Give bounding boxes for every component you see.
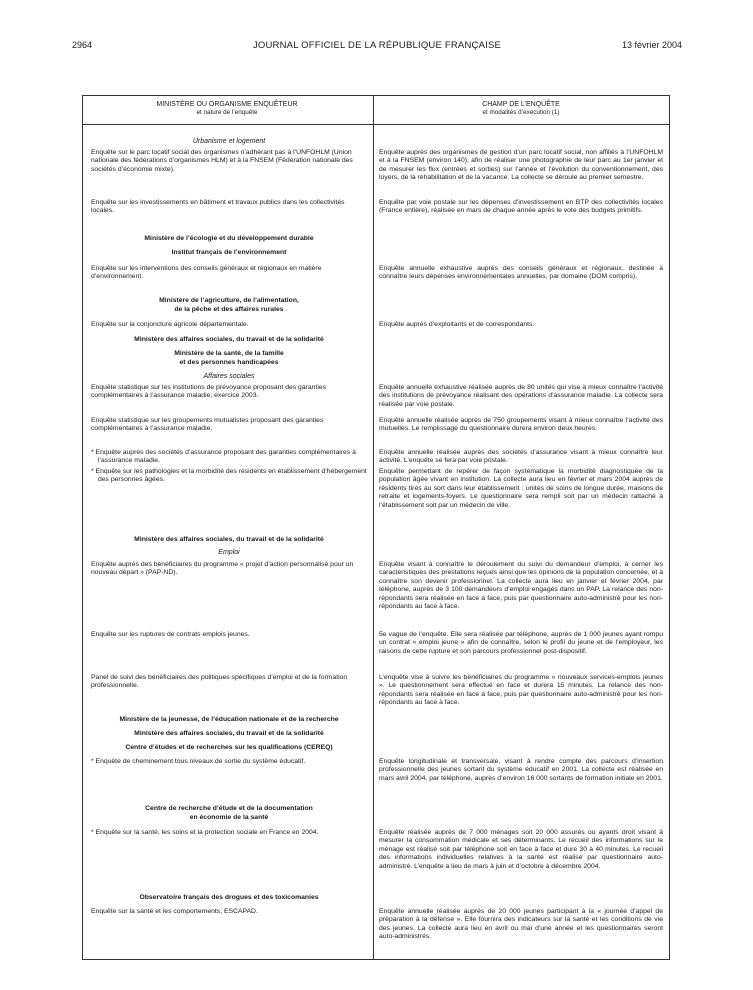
survey-nature: * Enquête de cheminement tous niveaux de sortie du système éducatif. bbox=[91, 758, 306, 765]
survey-scope: Enquête annuelle réalisée auprès de 20 000 jeunes participant à la « journée d’appel de préparation à la défense ». Elle fournira des indicateurs sur la santé et les conditions de vie des jeunes. La collecte aura lieu en avril ou mai d’une année et les questionnaires seront auto-administrés. bbox=[379, 908, 663, 941]
survey-nature: Enquête sur le parc locatif social des organismes n’adhérant pas à l’UNFOHLM (Union nationale des fédérations d’organismes HLM) et à la FNSEM (Fédération nationale des sociétés d’économie mixte). bbox=[91, 149, 353, 173]
organism-heading: en économie de la santé bbox=[189, 814, 269, 821]
survey-nature: Enquête statistique sur les groupements mutualistes proposant des garanties complémentaires à l’assurance maladie. bbox=[91, 417, 324, 433]
publication-date: 13 février 2004 bbox=[621, 40, 682, 50]
ministry-heading: Ministère de la jeunesse, de l’éducation nationale et de la recherche bbox=[119, 716, 339, 723]
organism-heading: Centre d’études et de recherches sur les qualifications (CEREQ) bbox=[125, 744, 333, 751]
survey-nature: Enquête sur les investissements en bâtiment et travaux publics dans les collectivités locales. bbox=[91, 199, 345, 215]
subsection-emploi: Emploi bbox=[218, 549, 240, 556]
survey-scope: Enquête par voie postale sur les dépenses d’investissement en BTP des collectivités locales (France entière), réalisée en mars de chaque année après le vote des budgets primitifs. bbox=[379, 199, 663, 215]
survey-nature: Enquête sur la conjoncture agricole départementale. bbox=[91, 321, 249, 328]
ministry-heading: et des personnes handicapées bbox=[179, 359, 279, 366]
survey-scope: Enquête permettant de repérer de façon systématique la morbidité diagnostiquée de la population âgée vivant en institution. La collecte aura lieu en février et mars 2004 auprès de résidents tirés au sort dans leur établissement : unités de soins de longue durée, maisons de retraite et logements-foyers. Le questionnaire sera rempli soit par un médecin rattaché à l’établissement soit par un médecin de ville. bbox=[379, 468, 663, 509]
organism-heading: Centre de recherche d’étude et de la documentation bbox=[145, 805, 313, 812]
survey-scope: Enquête visant à connaître le déroulement du suivi du demandeur d’emploi, à cerner les caractéristiques des prestations reçues ainsi que les opinions de la population concernée, et à connaître son devenir professionnel. La collecte aura lieu en janvier et février 2004, par téléphone, auprès de 3 100 demandeurs d’emploi engagés dans un PAP. La relance des non-répondants sera réalisée en face à face, puis par questionnaire auto-administré pour les non-répondants au face à face. bbox=[379, 561, 663, 611]
survey-nature: * Enquête auprès des sociétés d’assurance proposant des garanties complémentaires à l’assurance maladie. bbox=[91, 449, 356, 465]
survey-scope: Enquête longitudinale et transversale, visant à rendre compte des parcours d’insertion professionnelle des jeunes sortant du système éducatif en 2001. La collecte est réalisée en mars avril 2004, par téléphone, auprès d’environ 16 000 sortants de formation initiale en 2001. bbox=[379, 758, 663, 782]
table-header bbox=[83, 96, 669, 125]
organism-heading: Institut français de l’environnement bbox=[171, 249, 287, 256]
survey-scope: Enquête annuelle exhaustive réalisée auprès de 80 unités qui vise à mieux connaître l’activité des institutions de prévoyance réalisant des opérations d’assurance maladie. La collecte sera réalisée par voie postale. bbox=[379, 384, 663, 408]
ministry-heading: Ministère des affaires sociales, du travail et de la solidarité bbox=[134, 336, 324, 343]
ministry-heading: Ministère de l’agriculture, de l’alimentation, bbox=[159, 297, 299, 304]
survey-nature: Enquête statistique sur les institutions de prévoyance proposant des garanties complémentaires à l’assurance maladie, exercice 2003. bbox=[91, 384, 327, 400]
survey-nature: Enquête sur les ruptures de contrats emplois jeunes. bbox=[91, 631, 250, 638]
survey-scope: Enquête réalisée auprès de 7 000 ménages soit 20 000 assurés ou ayants droit visant à mesurer la consommation médicale et ses déterminants. Le recueil des informations sur le ménage est réalisé soit par téléphone soit en face à face et dure 30 à 40 minutes. Le recueil des informations individuelles relatives à la santé est réalisé par questionnaire auto-administré. L’enquête a lieu de mars à juin et d’octobre à décembre 2004. bbox=[379, 829, 663, 870]
journal-title: JOURNAL OFFICIEL DE LA RÉPUBLIQUE FRANÇAISE bbox=[252, 40, 502, 51]
page-header bbox=[72, 40, 682, 56]
ministry-heading: de la pêche et des affaires rurales bbox=[174, 306, 284, 313]
ministry-heading: Ministère des affaires sociales, du travail et de la solidarité bbox=[134, 536, 324, 543]
survey-scope: Enquête annuelle réalisée auprès des sociétés d’assurance visant à mieux connaître leur activité. L’enquête se fera par voie postale. bbox=[379, 449, 663, 465]
ministry-heading: Ministère de la santé, de la famille bbox=[174, 350, 284, 357]
ministry-heading: Ministère de l’écologie et du développement durable bbox=[144, 235, 314, 242]
survey-scope: Enquête annuelle exhaustive auprès des conseils généraux et régionaux, destinée à connaître leurs dépenses environnementales annuelles, par domaine (DOM compris). bbox=[379, 265, 663, 281]
survey-table bbox=[82, 95, 670, 960]
survey-nature: Enquête sur les interventions des conseils généraux et régionaux en matière d’environnement. bbox=[91, 265, 322, 281]
survey-nature: Enquête auprès des bénéficiaires du programme « projet d’action personnalisé pour un nouveau départ » (PAP-ND). bbox=[91, 561, 354, 577]
survey-scope: L’enquête vise à suivre les bénéficiaires du programme « nouveaux services-emplois jeunes ». Le questionnement sera effectué en face et durera 15 minutes. La relance des non-répondants sera réalisée en face à face, puis par questionnaire auto-administré pour les non-répondants au face à face. bbox=[379, 674, 663, 707]
organism-heading: Observatoire français des drogues et des toxicomanies bbox=[139, 894, 319, 901]
survey-nature: Enquête sur la santé et les comportements, ESCAPAD. bbox=[91, 908, 258, 915]
subsection-urbanisme: Urbanisme et logement bbox=[192, 138, 266, 145]
survey-scope: Enquête auprès d’exploitants et de correspondants. bbox=[379, 321, 535, 328]
survey-scope: Enquête annuelle réalisée auprès de 750 groupements visant à mieux connaître l’activité des mutuelles. Le remplissage du questionnaire durera environ deux heures. bbox=[379, 417, 663, 433]
ministry-heading: Ministère des affaires sociales, du travail et de la solidarité bbox=[134, 730, 324, 737]
survey-scope: Enquête auprès des organismes de gestion d’un parc locatif social, non affiliés à l’UNFOHLM et à la FNSEM (environ 140), afin de réaliser une photographie de leur parc au 1er janvier et de mesurer les flux (entrées et sorties) sur l’année et l’évolution du conventionnement, des loyers, de la réhabilitation et de la vacance. La collecte se déroule au premier semestre. bbox=[379, 149, 663, 182]
survey-nature: * Enquête sur la santé, les soins et la protection sociale en France en 2004. bbox=[91, 829, 319, 836]
survey-scope: 5e vague de l’enquête. Elle sera réalisée par téléphone, auprès de 1 000 jeunes ayant rompu un contrat « emploi jeune » afin de connaître, selon le profil du jeune et de l’employeur, les raisons de cette rupture et son parcours professionnel post-dispositif. bbox=[379, 631, 663, 655]
page-number: 2964 bbox=[72, 40, 93, 50]
survey-nature: Panel de suivi des bénéficiaires des politiques spécifiques d’emploi et de la formation professionnelle. bbox=[91, 674, 348, 690]
subsection-affaires-sociales: Affaires sociales bbox=[203, 373, 255, 380]
left-column-header: MINISTÈRE OU ORGANISME ENQUÊTEUR et nature de l’enquête bbox=[156, 101, 298, 116]
right-column-header: CHAMP DE L’ENQUÊTE et modalités d’exécution (1) bbox=[482, 101, 560, 116]
survey-nature: * Enquête sur les pathologies et la morbidité des résidents en établissement d’hébergement des personnes âgées. bbox=[91, 468, 367, 484]
